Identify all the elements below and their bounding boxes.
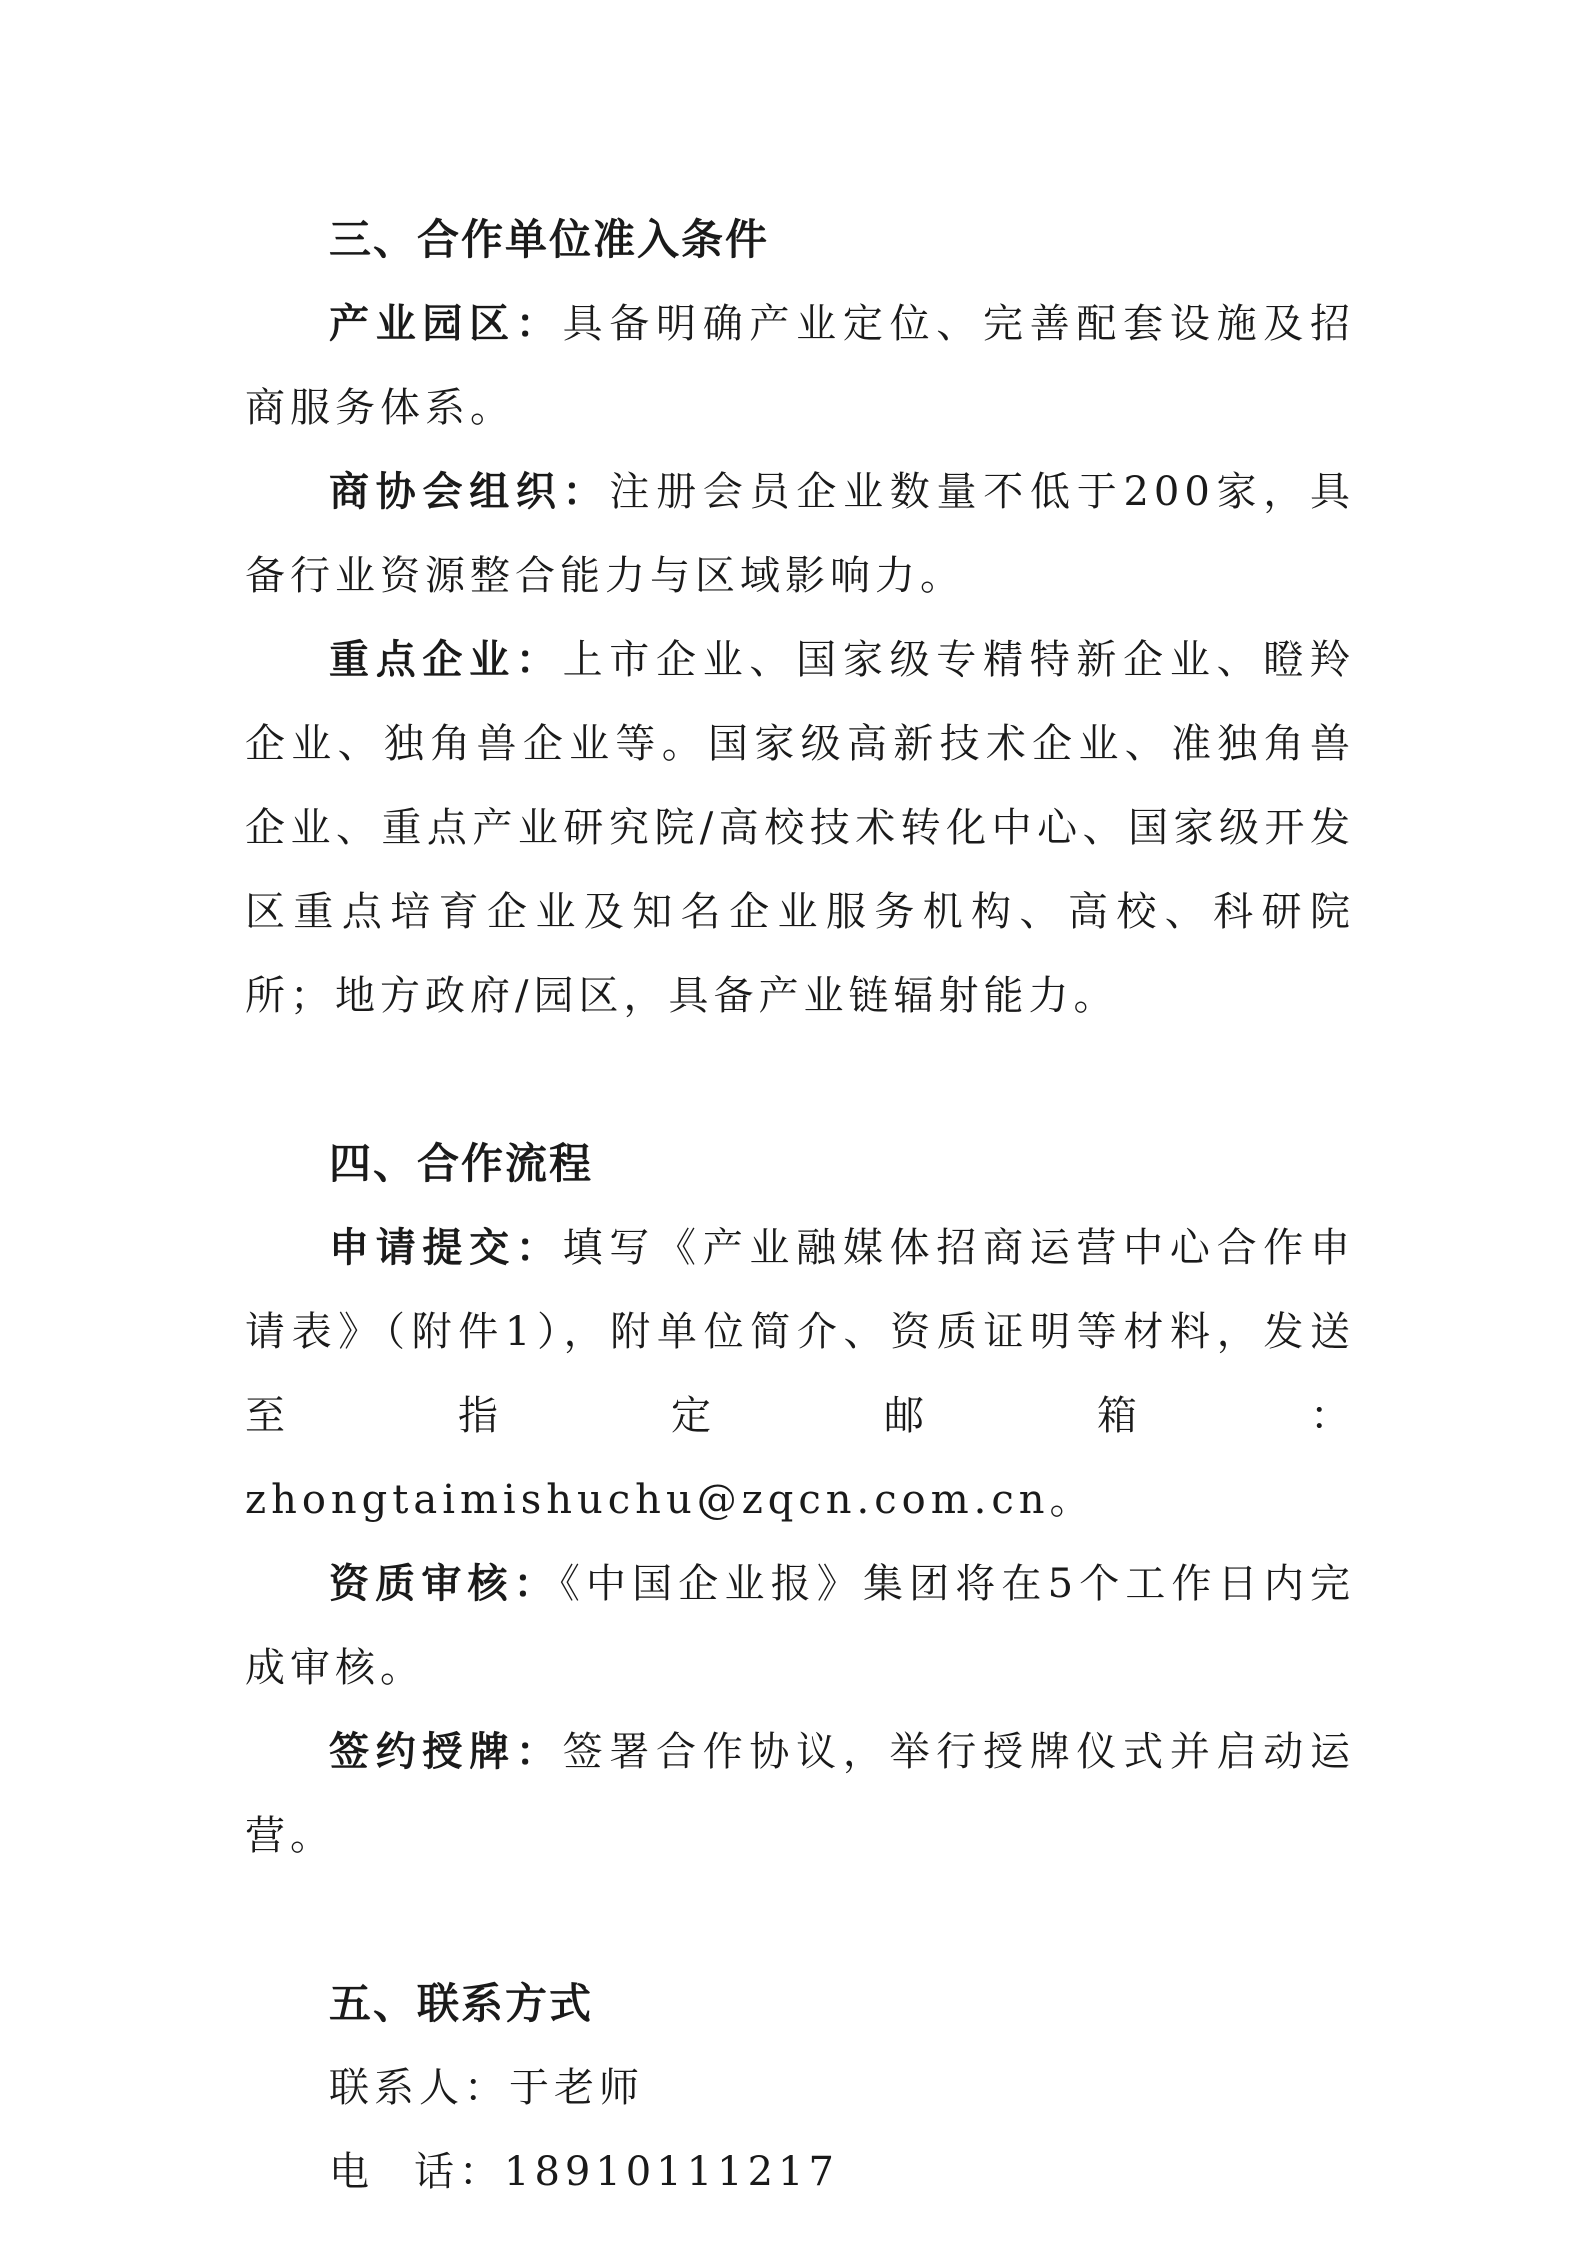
item-text: 《中国企业报》集团将在5个工作日内完成审核。 bbox=[245, 1561, 1356, 1691]
phone-label-first: 电 bbox=[329, 2149, 374, 2195]
section-gap bbox=[245, 1878, 1355, 1962]
item-text: 上市企业、国家级专精特新企业、瞪羚企业、独角兽企业等。国家级高新技术企业、准独角兽企业、重点产业研究院/高校技术转化中心、国家级开发区重点培育企业及知名企业服务机构、高校、科研院所；地方政府/园区，具备产业链辐射能力。 bbox=[245, 637, 1356, 1019]
section4-heading: 四、合作流程 bbox=[329, 1139, 594, 1188]
contact-person-line bbox=[245, 2046, 1355, 2130]
item-label: 产业园区： bbox=[329, 301, 563, 347]
section4-item-review bbox=[245, 1542, 1355, 1710]
section3-item-chamber bbox=[245, 450, 1355, 618]
section3-item-key-enterprise bbox=[245, 618, 1355, 1038]
item-label: 商协会组织： bbox=[329, 469, 610, 515]
section-gap bbox=[245, 1038, 1355, 1122]
item-text: 填写《产业融媒体招商运营中心合作申请表》（附件1），附单位简介、资质证明等材料，发送至指定邮箱：zhongtaimishuchu@zqcn.com.cn。 bbox=[245, 1225, 1356, 1523]
item-label: 重点企业： bbox=[329, 637, 563, 683]
phone-number: 18910111217 bbox=[504, 2149, 839, 2195]
phone-label-second: 话： bbox=[414, 2149, 504, 2195]
section4-item-signing bbox=[245, 1710, 1355, 1878]
item-text: 注册会员企业数量不低于200家，具备行业资源整合能力与区域影响力。 bbox=[245, 469, 1356, 599]
phone-line bbox=[245, 2130, 1355, 2214]
section3-item-industrial-park bbox=[245, 282, 1355, 450]
document-page bbox=[245, 198, 1355, 2214]
item-label: 申请提交： bbox=[329, 1225, 563, 1271]
section5-heading: 五、联系方式 bbox=[329, 1979, 594, 2028]
section4-item-application bbox=[245, 1206, 1355, 1542]
section3-heading: 三、合作单位准入条件 bbox=[329, 215, 770, 264]
item-label: 签约授牌： bbox=[329, 1729, 563, 1775]
item-label: 资质审核： bbox=[329, 1561, 560, 1607]
contact-label: 联系人： bbox=[329, 2065, 509, 2111]
item-text: 具备明确产业定位、完善配套设施及招商服务体系。 bbox=[245, 301, 1356, 431]
contact-name: 于老师 bbox=[509, 2065, 644, 2111]
item-text: 签署合作协议，举行授牌仪式并启动运营。 bbox=[245, 1729, 1356, 1859]
